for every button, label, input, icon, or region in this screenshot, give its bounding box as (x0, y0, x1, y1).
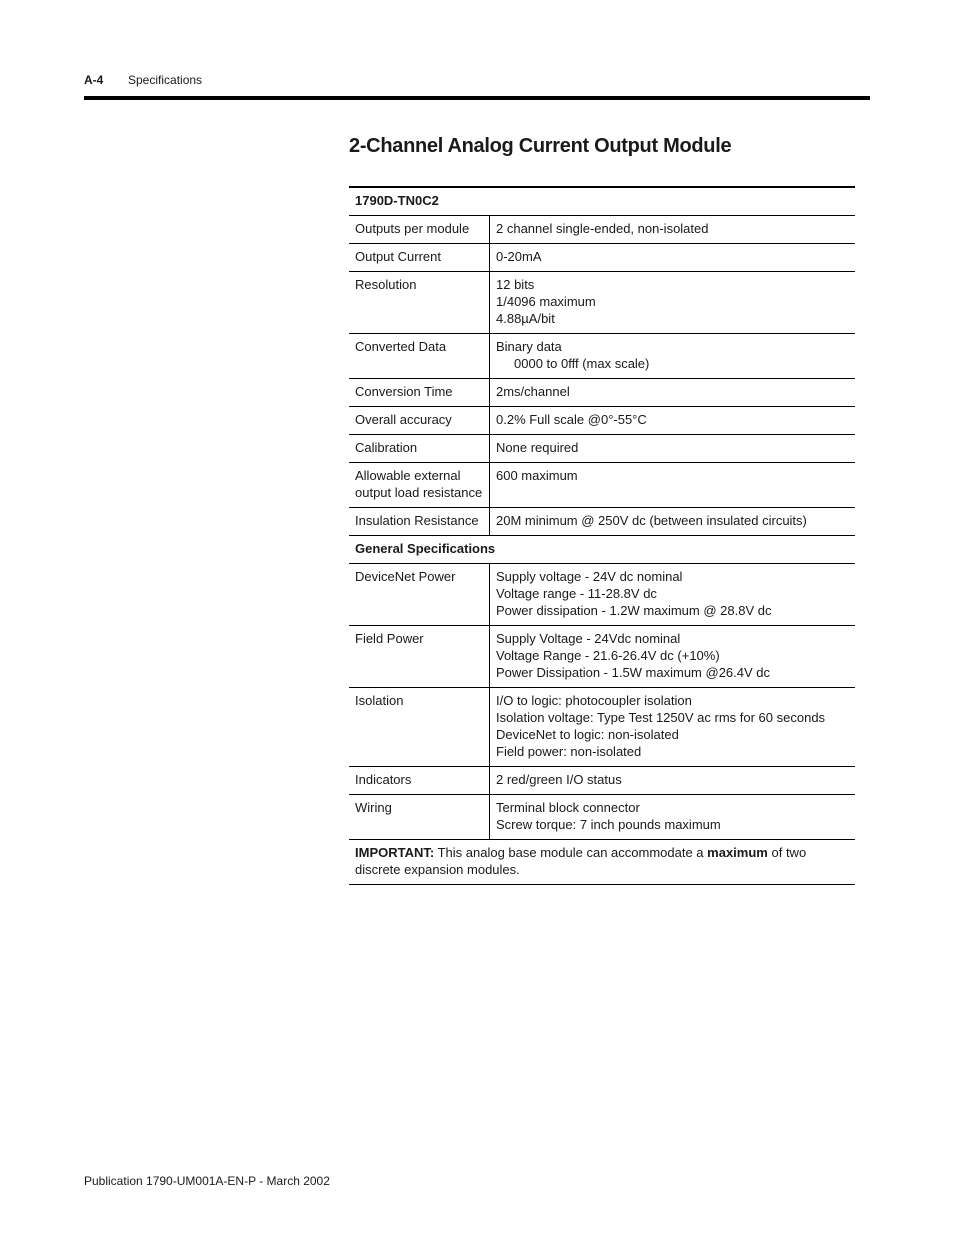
row-value: Supply voltage - 24V dc nominal Voltage range - 11-28.8V dc Power dissipation - 1.2W maximum @ 28.8V dc (496, 569, 772, 618)
row-label: Field Power (349, 626, 490, 688)
table-row (349, 244, 855, 272)
important-text-after: of two discrete expansion modules. (355, 845, 807, 877)
table-row (349, 435, 855, 463)
row-label: Calibration (349, 435, 490, 463)
row-value: 2 red/green I/O status (496, 772, 622, 787)
table-row (349, 795, 855, 840)
row-value: 12 bits 1/4096 maximum 4.88µA/bit (496, 277, 596, 326)
row-label: Indicators (349, 767, 490, 795)
important-label: IMPORTANT: (355, 845, 435, 860)
row-value: Terminal block connector Screw torque: 7 inch pounds maximum (496, 800, 721, 832)
table-row (349, 407, 855, 435)
row-value: 600 maximum (496, 468, 578, 483)
row-value: Supply Voltage - 24Vdc nominal Voltage Range - 21.6-26.4V dc (+10%) Power Dissipation - 1.5W maximum @26.4V dc (496, 631, 771, 680)
important-text-before: This analog base module can accommodate a (437, 845, 704, 860)
table-row (349, 767, 855, 795)
table-row (349, 463, 855, 508)
publication-footer: Publication 1790-UM001A-EN-P - March 2002 (84, 1174, 330, 1188)
row-label: Insulation Resistance (349, 508, 490, 536)
important-emphasis: maximum (707, 845, 768, 860)
row-value: None required (496, 440, 579, 455)
table-row (349, 688, 855, 767)
general-header: General Specifications (355, 541, 496, 556)
row-value: 0-20mA (496, 249, 542, 264)
row-label: Overall accuracy (349, 407, 490, 435)
row-label: Allowable external output load resistance (349, 463, 490, 508)
row-value: 2ms/channel (496, 384, 570, 399)
row-value: 0.2% Full scale @0°-55°C (496, 412, 647, 427)
section-name: Specifications (128, 73, 203, 87)
important-note-row (349, 840, 855, 885)
row-label: Wiring (349, 795, 490, 840)
general-header-row (349, 536, 855, 564)
important-note (349, 840, 855, 885)
row-label: Isolation (349, 688, 490, 767)
table-row (349, 272, 855, 334)
page-number: A-4 (84, 73, 104, 87)
model-header-row (349, 187, 855, 216)
row-label: Resolution (349, 272, 490, 334)
row-value: 20M minimum @ 250V dc (between insulated circuits) (496, 513, 807, 528)
row-value: 2 channel single-ended, non-isolated (496, 221, 709, 236)
row-label: DeviceNet Power (349, 564, 490, 626)
spec-table (349, 186, 855, 885)
table-row (349, 626, 855, 688)
table-row (349, 216, 855, 244)
row-label: Outputs per module (349, 216, 490, 244)
row-label: Conversion Time (349, 379, 490, 407)
page-title: 2-Channel Analog Current Output Module (349, 135, 732, 157)
row-value: Binary data 0000 to 0fff (max scale) (496, 339, 650, 371)
table-row (349, 508, 855, 536)
page-header (84, 73, 203, 87)
table-row (349, 334, 855, 379)
table-row (349, 564, 855, 626)
row-label: Converted Data (349, 334, 490, 379)
model-header: 1790D-TN0C2 (355, 193, 439, 208)
row-value: I/O to logic: photocoupler isolation Isolation voltage: Type Test 1250V ac rms for 60 seconds DeviceNet to logic: non-isolated Field power: non-isolated (496, 693, 826, 759)
row-label: Output Current (349, 244, 490, 272)
header-rule (84, 96, 870, 100)
table-row (349, 379, 855, 407)
